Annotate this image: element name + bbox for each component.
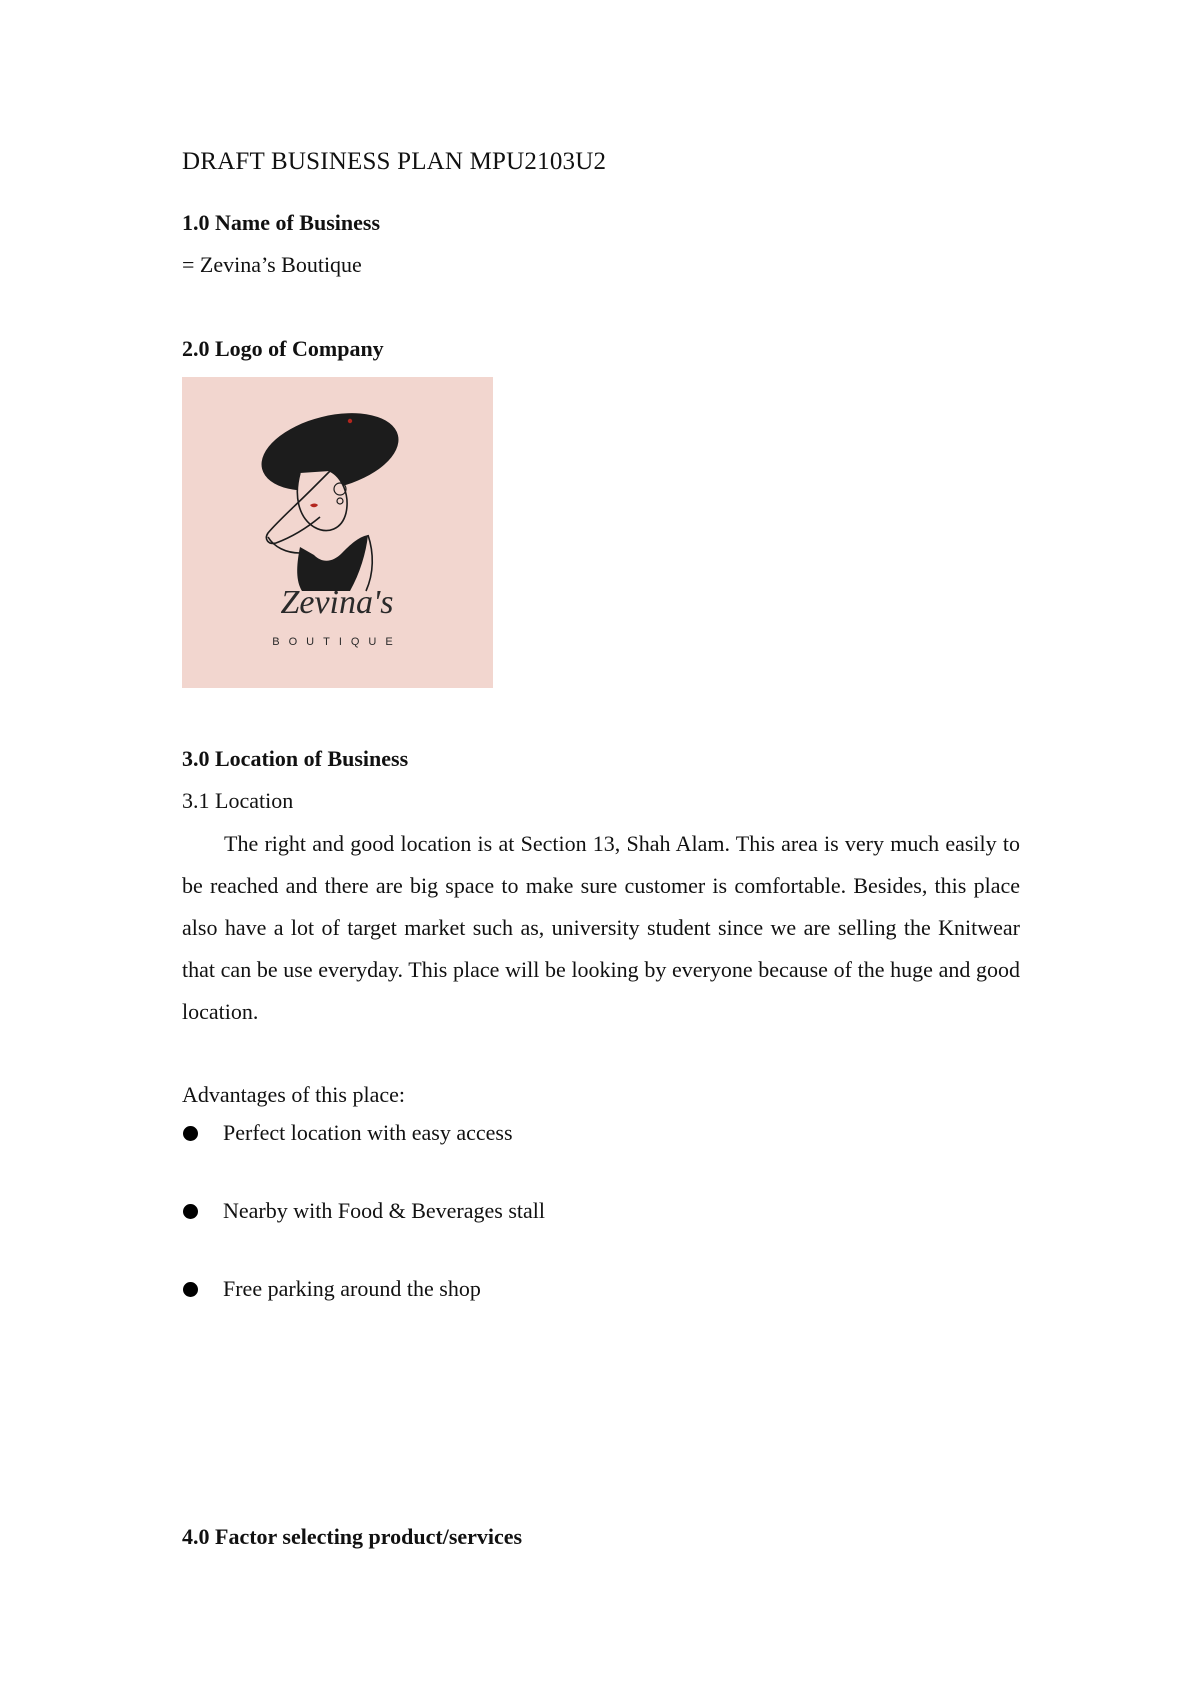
logo-script-text: Zevina's <box>280 584 394 621</box>
advantage-text: Nearby with Food & Beverages stall <box>223 1198 545 1223</box>
section-heading-logo: 2.0 Logo of Company <box>182 336 384 361</box>
advantage-text: Perfect location with easy access <box>223 1120 513 1145</box>
section-heading-factor: 4.0 Factor selecting product/services <box>182 1524 523 1549</box>
location-paragraph: The right and good location is at Section 13, Shah Alam. This area is very much easily to be reached and there are big space to make sure customer is comfortable. Besides, this place also have a lot of target market such as, university student since we are selling the Knitwear that can be use everyday. This place will be looking by everyone because of the huge and good location. <box>182 831 1020 1024</box>
bullet-icon <box>183 1204 198 1219</box>
list-item <box>182 1118 545 1196</box>
list-item <box>182 1274 545 1352</box>
document-title: DRAFT BUSINESS PLAN MPU2103U2 <box>182 148 607 175</box>
advantages-label: Advantages of this place: <box>182 1082 405 1107</box>
advantages-list <box>182 1118 545 1352</box>
advantage-text: Free parking around the shop <box>223 1276 481 1301</box>
section-heading-location: 3.0 Location of Business <box>182 746 409 771</box>
company-logo <box>182 377 493 688</box>
list-item <box>182 1196 545 1274</box>
business-name-value: = Zevina’s Boutique <box>182 252 362 277</box>
bullet-icon <box>183 1126 198 1141</box>
section-heading-name-of-business: 1.0 Name of Business <box>182 210 381 235</box>
logo-subtext: BOUTIQUE <box>272 636 402 648</box>
bullet-icon <box>183 1282 198 1297</box>
subsection-heading-location: 3.1 Location <box>182 788 294 813</box>
